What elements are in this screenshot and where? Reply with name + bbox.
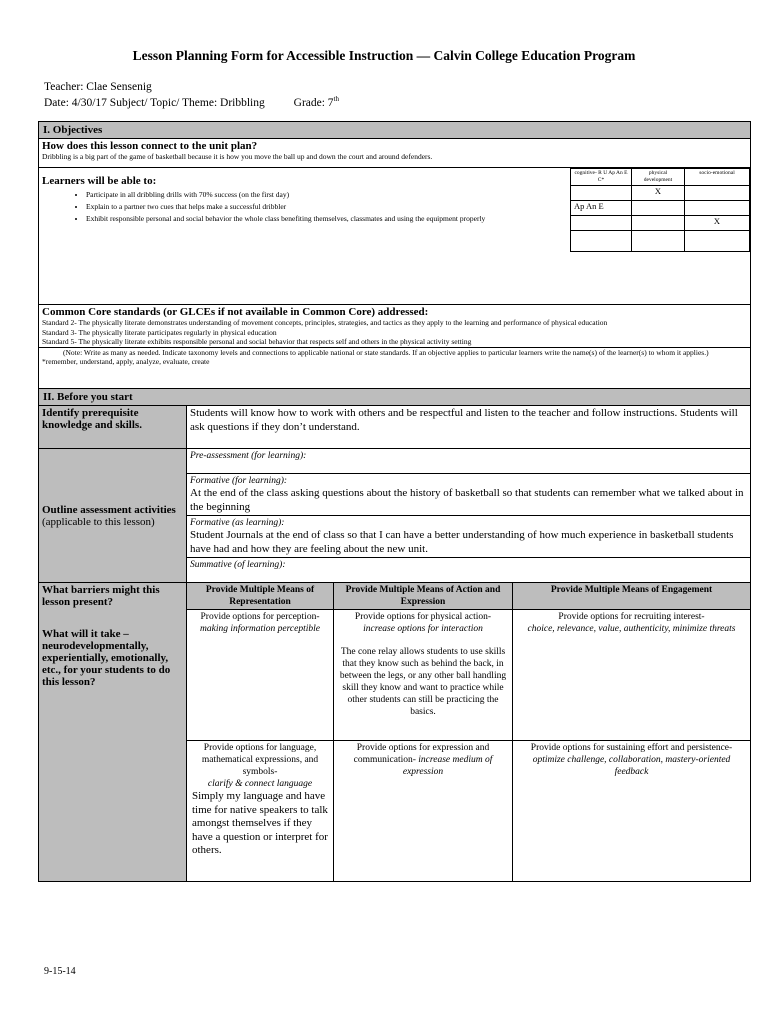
standards-note: (Note: Write as many as needed. Indicate taxonomy levels and connections to applicable national or state standards. If an objective applies to particular learners write the name(s) of the learner(s) to whom it applies.) (39, 347, 750, 358)
udl-eng-cell-1 (513, 610, 751, 741)
udl-guideline: increase medium of expression (402, 755, 493, 777)
unit-plan-cell (39, 139, 751, 168)
assessment-label-cell (39, 449, 187, 583)
grid-cell (685, 186, 750, 201)
udl-header-representation: Provide Multiple Means of Representation (187, 583, 334, 610)
udl-guideline: clarify & connect language (207, 779, 313, 789)
formative-for-cell (187, 474, 751, 516)
summative-label: Summative (of learning): (190, 560, 286, 570)
objective-item: • Explain to a partner two cues that helps make a successful dribbler (86, 201, 567, 212)
formative-for-text: At the end of the class asking questions about the history of basketball so that students can remember what we talked about in the beginning (190, 487, 744, 513)
grid-cell (571, 231, 632, 252)
standards-cell (39, 305, 751, 402)
section-header-before: II. Before you start (39, 389, 751, 406)
udl-text: Provide options for recruiting interest- (558, 612, 705, 622)
grade-text: Grade: 7th (293, 95, 340, 109)
formative-as-text: Student Journals at the end of class so that I can have a better understanding of how much experience in basketball students have had and how they are feeling about the new unit. (190, 529, 734, 555)
date-subject-text: Date: 4/30/17 Subject/ Topic/ Theme: Dribbling (44, 96, 265, 109)
assessment-sub: (applicable to this lesson) (42, 515, 155, 528)
learners-label: Learners will be able to: (42, 175, 157, 187)
udl-act-cell-2 (334, 741, 513, 882)
udl-rep-cell-2 (187, 741, 334, 882)
objectives-list (42, 189, 567, 224)
barriers-cell (39, 583, 187, 882)
grid-cell (685, 231, 750, 252)
grid-cell (685, 201, 750, 216)
udl-example: Simply my language and have time for native speakers to talk amongst themselves if they have a question or interpret for others. (192, 790, 328, 856)
udl-guideline: optimize challenge, collaboration, mastery-oriented feedback (532, 755, 731, 777)
standards-label: Common Core standards (or GLCEs if not available in Common Core) addressed: (42, 306, 429, 318)
objective-item: • Participate in all dribbling drills with 70% success (on the first day) (86, 189, 567, 200)
unit-plan-answer: Dribbling is a big part of the game of basketball because it is how you move the ball up and down the court and around defenders. (42, 152, 433, 161)
grid-header-cognitive: cognitive- R U Ap An E C* (571, 169, 632, 186)
udl-text: Provide options for sustaining effort and persistence- (530, 743, 733, 753)
taxonomy-footnote: *remember, understand, apply, analyze, evaluate, create (42, 357, 210, 366)
objectives-table (38, 121, 751, 402)
footer-date: 9-15-14 (44, 966, 76, 977)
udl-eng-cell-2 (513, 741, 751, 882)
udl-header-action: Provide Multiple Means of Action and Expression (334, 583, 513, 610)
udl-text: Provide options for language, mathematical expressions, and symbols- (201, 743, 319, 777)
grid-header-socio: socio-emotional (685, 169, 750, 186)
teacher-line: Teacher: Clae Sensenig (44, 81, 152, 93)
before-you-start-table (38, 388, 751, 882)
objective-item: • Exhibit responsible personal and social behavior the whole class benefiting themselves, classmates and using the equipment properly (86, 213, 567, 224)
grid-cell (632, 216, 685, 231)
grid-cell (571, 216, 632, 231)
udl-example: The cone relay allows students to use skills that they know such as behind the back, in between the legs, or any other ball handling skill they know and want to practice while other students can still be practicing the basics. (339, 647, 507, 717)
udl-text: Provide options for physical action- (354, 612, 492, 622)
pre-assessment-label: Pre-assessment (for learning): (190, 451, 307, 461)
what-will-it-take-question: What will it take – neurodevelopmentally, experientially, emotionally, etc., for your students to do this lesson? (42, 628, 171, 688)
grid-cell: X (685, 216, 750, 231)
udl-text: Provide options for perception- (200, 612, 320, 622)
standard-item: Standard 3- The physically literate participates regularly in physical education (42, 327, 277, 337)
udl-guideline: increase options for interaction (363, 624, 483, 634)
grid-cell: Ap An E (571, 201, 632, 216)
standard-item: Standard 5- The physically literate exhibits responsible personal and social behavior that respects self and others in the physical activity setting (42, 337, 472, 346)
grid-cell: X (632, 186, 685, 201)
udl-rep-cell-1 (187, 610, 334, 741)
udl-guideline: making information perceptible (200, 624, 320, 634)
assessment-label: Outline assessment activities (42, 503, 176, 516)
page-title: Lesson Planning Form for Accessible Instruction — Calvin College Education Program (132, 48, 636, 63)
udl-guideline: choice, relevance, value, authenticity, minimize threats (527, 624, 736, 634)
unit-plan-question: How does this lesson connect to the unit plan? (42, 140, 258, 152)
barriers-question: What barriers might this lesson present? (42, 584, 160, 608)
formative-as-label: Formative (as learning): (190, 518, 285, 528)
udl-act-cell-1 (334, 610, 513, 741)
date-line (44, 95, 339, 109)
udl-text: Provide options for expression and communication- (353, 743, 490, 765)
formative-as-cell (187, 516, 751, 558)
prereq-label: Identify prerequisite knowledge and skills. (39, 406, 187, 449)
formative-for-label: Formative (for learning): (190, 476, 288, 486)
taxonomy-grid (570, 168, 750, 252)
standard-item: Standard 2- The physically literate demonstrates understanding of movement concepts, principles, strategies, and tactics as they apply to the learning and performance of physical education (42, 318, 608, 327)
grid-header-physical: physical development (632, 169, 685, 186)
prereq-text: Students will know how to work with others and be respectful and listen to the teacher and follow instructions. Students will ask questions if they don’t understand. (187, 406, 751, 449)
section-header-objectives: I. Objectives (39, 122, 751, 139)
udl-header-engagement: Provide Multiple Means of Engagement (513, 583, 751, 610)
grid-cell (632, 231, 685, 252)
grid-cell (571, 186, 632, 201)
learners-cell (39, 168, 571, 305)
summative-cell (187, 558, 751, 583)
grid-cell (632, 201, 685, 216)
pre-assessment-cell (187, 449, 751, 474)
taxonomy-grid-cell (570, 168, 751, 305)
